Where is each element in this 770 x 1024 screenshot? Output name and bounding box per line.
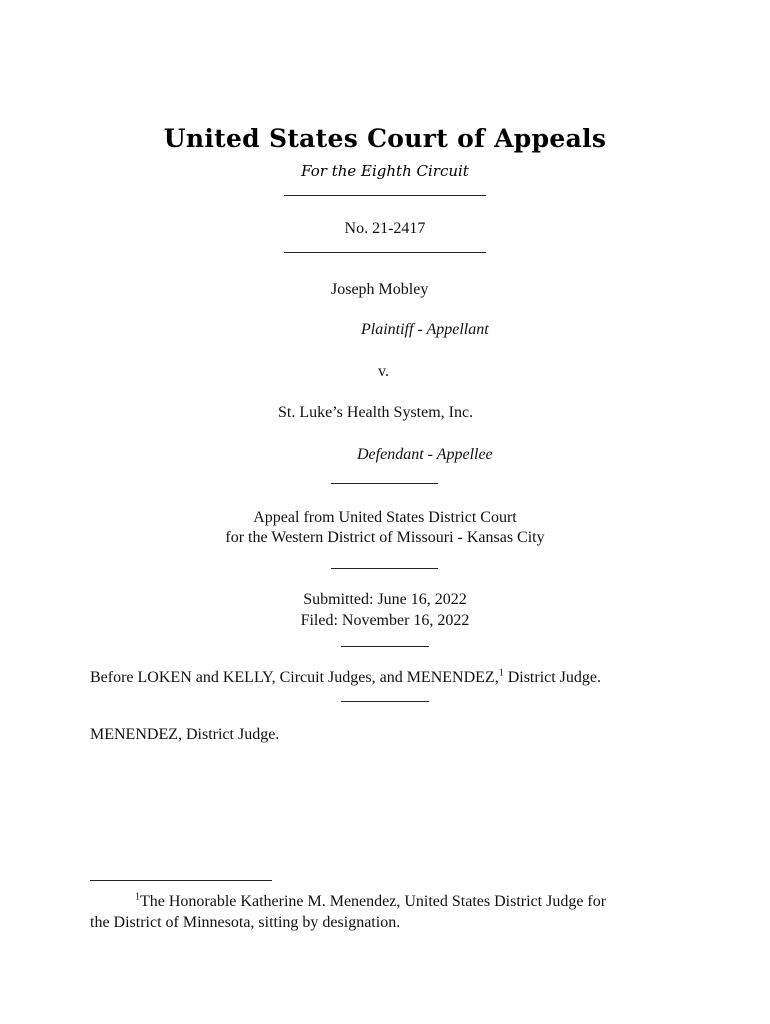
plaintiff-role: Plaintiff - Appellant (361, 321, 489, 338)
footnote-marker: 1 (135, 891, 140, 903)
footnote-line1 (135, 891, 606, 912)
header-divider-top (284, 195, 486, 196)
circuit-subtitle: For the Eighth Circuit (301, 162, 469, 180)
panel-footnote-marker: 1 (498, 667, 504, 679)
plaintiff-name: Joseph Mobley (331, 281, 429, 298)
opinion-author: MENENDEZ, District Judge. (90, 726, 280, 743)
court-title: United States Court of Appeals (163, 124, 607, 153)
section-divider-4 (341, 701, 429, 702)
appeal-origin-line2: for the Western District of Missouri - Kansas City (225, 529, 545, 546)
section-divider-2 (331, 568, 438, 569)
defendant-name: St. Luke’s Health System, Inc. (278, 404, 474, 421)
section-divider-3 (341, 646, 429, 647)
appeal-origin-line1: Appeal from United States District Court (253, 509, 517, 526)
panel-line (90, 667, 601, 688)
versus: v. (378, 363, 389, 380)
defendant-role: Defendant - Appellee (357, 446, 493, 463)
footnote-separator (90, 880, 272, 881)
submitted-date: Submitted: June 16, 2022 (303, 591, 467, 608)
panel-text: Before LOKEN and KELLY, Circuit Judges, and MENENDEZ, (90, 669, 499, 686)
footnote-text-line1: The Honorable Katherine M. Menendez, United States District Judge for (140, 893, 607, 910)
footnote-text-line2: the District of Minnesota, sitting by designation. (90, 914, 401, 931)
panel-text-end: District Judge. (503, 669, 602, 686)
section-divider-1 (331, 483, 438, 484)
header-divider-bottom (284, 252, 486, 253)
filed-date: Filed: November 16, 2022 (300, 612, 470, 629)
case-number: No. 21-2417 (344, 220, 426, 237)
